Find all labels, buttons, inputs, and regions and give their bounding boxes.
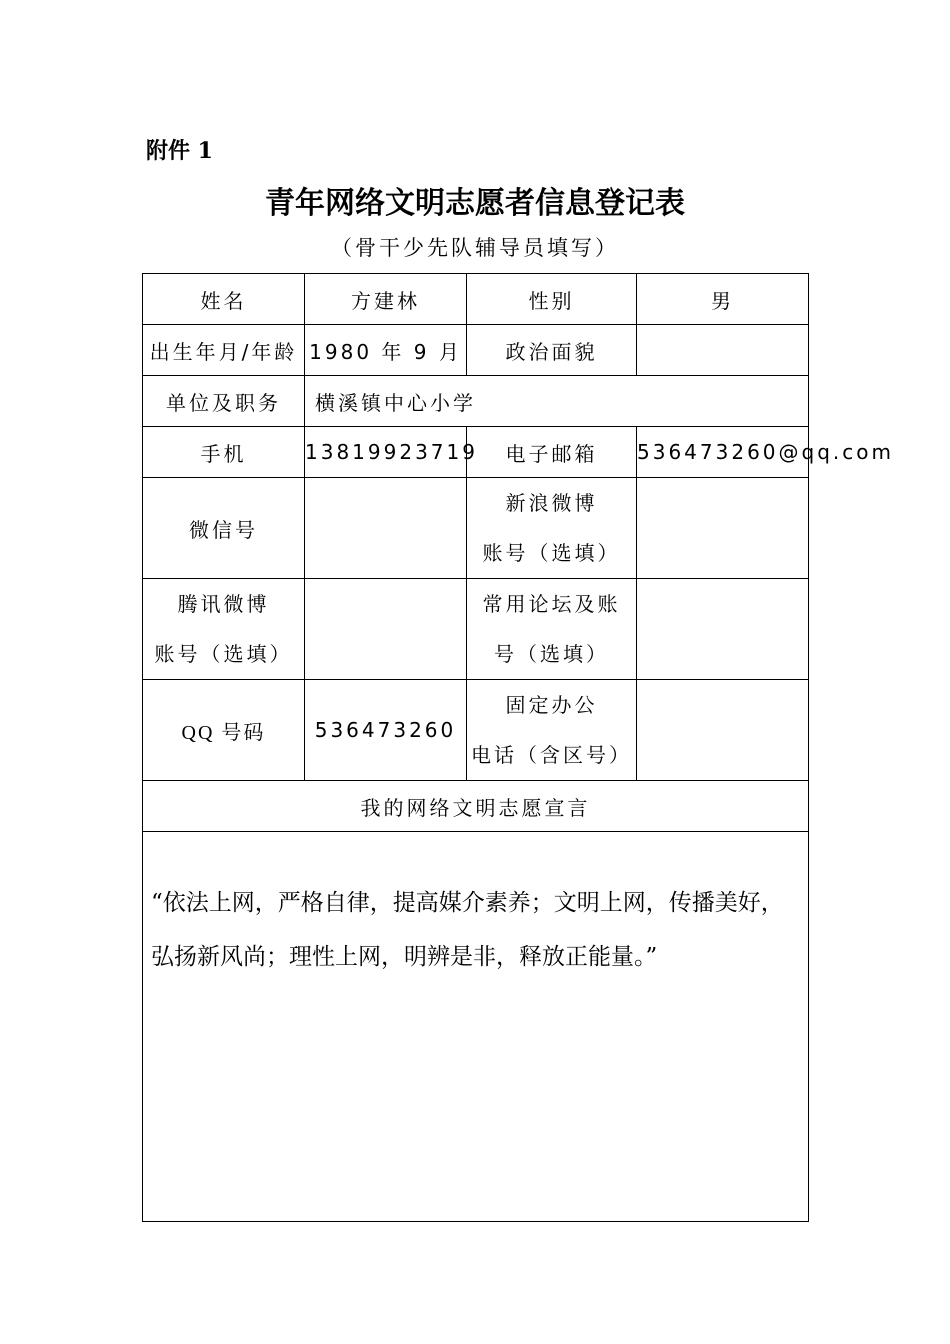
- sina-weibo-value: [637, 478, 809, 579]
- unit-label: 单位及职务: [143, 376, 305, 427]
- sina-weibo-label-line2: 账号（选填）: [482, 541, 621, 565]
- political-value: [637, 325, 809, 376]
- landline-label-line2: 电话（含区号）: [471, 743, 632, 767]
- name-value: 方建林: [305, 274, 467, 325]
- landline-value: [637, 680, 809, 781]
- registration-form-table: [142, 273, 894, 1222]
- qq-label: QQ 号码: [143, 680, 305, 781]
- declaration-header: 我的网络文明志愿宣言: [143, 781, 809, 832]
- sina-weibo-label-line1: 新浪微博: [505, 491, 598, 515]
- landline-label: [467, 680, 637, 781]
- qq-value: 536473260: [305, 680, 467, 781]
- tencent-weibo-label: [143, 579, 305, 680]
- form-title: 青年网络文明志愿者信息登记表: [265, 186, 685, 221]
- sina-weibo-label: [467, 478, 637, 579]
- email-label: 电子邮箱: [467, 427, 637, 478]
- phone-label: 手机: [143, 427, 305, 478]
- unit-value: 横溪镇中心小学: [305, 376, 809, 427]
- tencent-weibo-label-line2: 账号（选填）: [154, 642, 293, 666]
- gender-label: 性别: [467, 274, 637, 325]
- attachment-label: 附件 1: [146, 138, 213, 164]
- birth-value: 1980 年 9 月: [305, 325, 467, 376]
- wechat-value: [305, 478, 467, 579]
- tencent-weibo-label-line1: 腾讯微博: [177, 592, 270, 616]
- tencent-weibo-value: [305, 579, 467, 680]
- wechat-label: 微信号: [143, 478, 305, 579]
- political-label: 政治面貌: [467, 325, 637, 376]
- forum-label-line2: 号（选填）: [494, 642, 609, 666]
- name-label: 姓名: [143, 274, 305, 325]
- phone-value: 13819923719: [305, 427, 467, 478]
- forum-label-line1: 常用论坛及账: [482, 592, 621, 616]
- birth-label: 出生年月/年龄: [143, 325, 305, 376]
- declaration-text: “依法上网，严格自律，提高媒介素养；文明上网，传播美好，弘扬新风尚；理性上网，明辨是非，释放正能量。”: [143, 832, 809, 1222]
- forum-label: [467, 579, 637, 680]
- email-value: 536473260@qq.com: [637, 427, 809, 478]
- form-subtitle: （骨干少先队辅导员填写）: [331, 236, 619, 260]
- forum-value: [637, 579, 809, 680]
- gender-value: 男: [637, 274, 809, 325]
- landline-label-line1: 固定办公: [505, 693, 598, 717]
